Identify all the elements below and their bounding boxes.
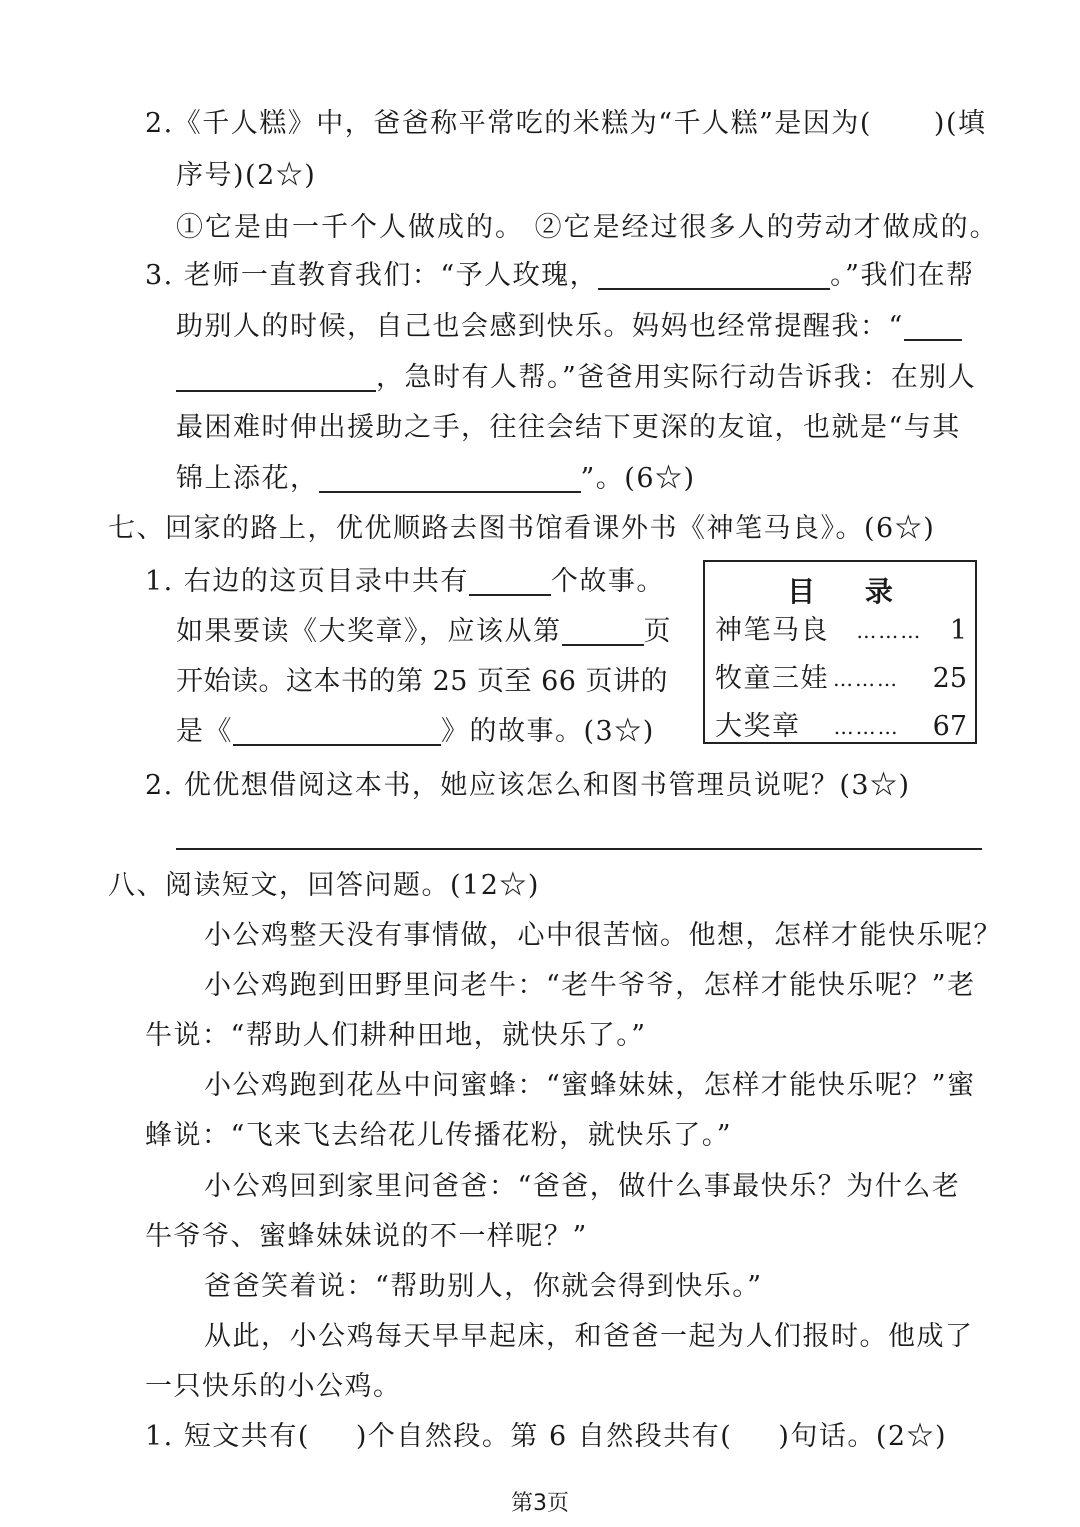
passage-line: 从此，小公鸡每天早早起床，和爸爸一起为人们报时。他成了 xyxy=(204,1321,974,1352)
s7-q2-answer-line[interactable] xyxy=(176,848,982,850)
toc-title: 目 录 xyxy=(787,575,913,608)
toc-entry xyxy=(715,616,967,646)
toc-entry-dots: ……… xyxy=(856,619,923,643)
passage-line: 牛说：“帮助人们耕种田地，就快乐了。” xyxy=(145,1020,647,1051)
passage-line: 一只快乐的小公鸡。 xyxy=(145,1371,402,1402)
passage-line: 小公鸡整天没有事情做，心中很苦恼。他想，怎样才能快乐呢？ xyxy=(204,920,1002,951)
q6-2-options: ①它是由一千个人做成的。 ②它是经过很多人的劳动才做成的。 xyxy=(176,212,999,243)
toc-entry-name: 大奖章 xyxy=(715,711,801,742)
toc-entry-dots: ……… xyxy=(833,667,899,691)
q6-3-line5 xyxy=(176,465,696,493)
toc-entry-page: 25 xyxy=(932,663,967,694)
passage-line: 爸爸笑着说：“帮助别人，你就会得到快乐。” xyxy=(204,1271,763,1302)
toc-entry-name: 牧童三娃 xyxy=(715,663,829,694)
s7-q1-text-a: 1. 右边的这页目录中共有 xyxy=(145,566,469,597)
passage-line: 小公鸡跑到花丛中问蜜蜂：“蜜蜂妹妹，怎样才能快乐呢？”蜜 xyxy=(204,1070,976,1101)
q6-3-line4: 最困难时伸出援助之手，往往会结下更深的友谊，也就是“与其 xyxy=(176,412,961,443)
s7-q1-line4-text-b: 》的故事。(3☆) xyxy=(441,716,655,747)
q6-3-blank-1[interactable] xyxy=(598,287,830,290)
section7-heading: 七、回家的路上，优优顺路去图书馆看课外书《神笔马良》。(6☆) xyxy=(108,513,936,544)
q6-3-line3-text: ，急时有人帮。”爸爸用实际行动告诉我：在别人 xyxy=(376,362,977,393)
s8-q1-text-a: 1. 短文共有( xyxy=(145,1421,310,1452)
table-of-contents xyxy=(703,560,977,744)
q6-3-line3 xyxy=(176,364,976,392)
s7-q1-line4 xyxy=(176,718,655,746)
q6-2-text-b: )(填 xyxy=(933,108,987,139)
passage-line: 蜂说：“飞来飞去给花儿传播花粉，就快乐了。” xyxy=(145,1120,733,1151)
s7-q1-blank-count[interactable] xyxy=(469,593,551,596)
s8-q1-text-c: )句话。(2☆) xyxy=(778,1421,948,1452)
page-number: 第3页 xyxy=(511,1491,569,1516)
q6-3-line1 xyxy=(145,262,974,290)
q6-3-blank-2b[interactable] xyxy=(176,389,376,392)
q6-3-line5-text-a: 锦上添花， xyxy=(176,463,319,494)
passage-line: 牛爷爷、蜜蜂妹妹说的不一样呢？” xyxy=(145,1221,588,1252)
passage-line: 小公鸡回到家里问爸爸：“爸爸，做什么事最快乐？为什么老 xyxy=(204,1171,961,1202)
s7-q1-text-b: 个故事。 xyxy=(550,566,665,597)
q6-3-line2-text: 助别人的时候，自己也会感到快乐。妈妈也经常提醒我：“ xyxy=(176,311,904,342)
s8-q1 xyxy=(145,1423,947,1450)
q6-3-line2 xyxy=(176,313,962,341)
q6-3-text-b: 。”我们在帮 xyxy=(830,260,975,291)
passage-line: 小公鸡跑到田野里问老牛：“老牛爷爷，怎样才能快乐呢？”老 xyxy=(204,970,976,1001)
toc-entry-name: 神笔马良 xyxy=(715,615,829,646)
q6-3-blank-2a[interactable] xyxy=(904,338,962,341)
s7-q1-line4-text-a: 是《 xyxy=(176,716,233,747)
s7-q1-line2-text-b: 页 xyxy=(643,616,672,647)
section8-heading: 八、阅读短文，回答问题。(12☆) xyxy=(108,870,540,901)
q6-2-text-a: 2.《千人糕》中，爸爸称平常吃的米糕为“千人糕”是因为( xyxy=(145,108,872,139)
toc-entry xyxy=(715,664,967,694)
s7-q1-line1 xyxy=(145,568,665,596)
s7-q1-line2-text-a: 如果要读《大奖章》，应该从第 xyxy=(176,616,562,647)
s7-q2: 2. 优优想借阅这本书，她应该怎么和图书管理员说呢？(3☆) xyxy=(145,770,911,801)
toc-entry-dots: ……… xyxy=(833,715,900,739)
s7-q1-blank-title[interactable] xyxy=(233,743,441,746)
q6-2-line1 xyxy=(145,110,986,137)
q6-3-text-a: 3. 老师一直教育我们：“予人玫瑰， xyxy=(145,260,599,291)
toc-entry-page: 1 xyxy=(949,615,967,646)
s7-q1-blank-page[interactable] xyxy=(562,643,644,646)
s7-q1-line3: 开始读。这本书的第 25 页至 66 页讲的 xyxy=(176,666,669,697)
toc-entry xyxy=(715,712,967,742)
s8-q1-text-b: )个自然段。第 6 自然段共有( xyxy=(355,1421,733,1452)
q6-3-blank-3[interactable] xyxy=(319,490,581,493)
s7-q1-line2 xyxy=(176,618,672,646)
toc-entry-page: 67 xyxy=(932,711,967,742)
q6-2-line2: 序号)(2☆) xyxy=(176,160,317,191)
q6-3-line5-text-b: ”。(6☆) xyxy=(580,463,696,494)
